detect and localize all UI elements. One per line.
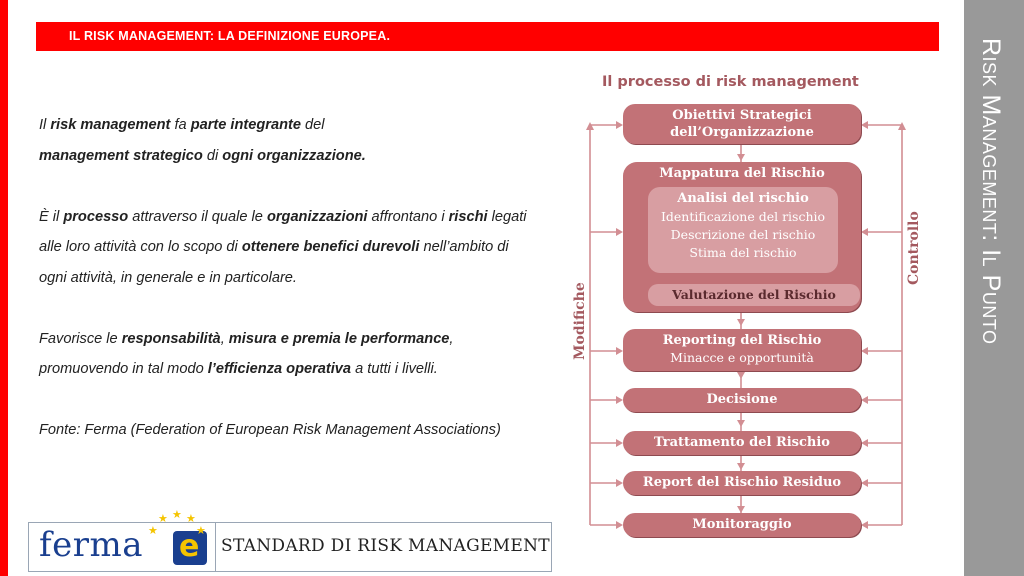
box-reporting: Reporting del Rischio Minacce e opportunità (623, 329, 861, 371)
box-analisi: Analisi del rischio Identificazione del rischio Descrizione del rischio Stima del rischio (648, 187, 838, 273)
star-icon: ★ (172, 509, 182, 521)
left-accent-strip (0, 0, 8, 576)
ferma-logo-banner (28, 522, 552, 572)
mappatura-label: Mappatura del Rischio (659, 166, 825, 181)
box-obiettivi: Obiettivi Strategici dell’Organizzazione (623, 104, 861, 144)
box-decisione: Decisione (623, 388, 861, 412)
label-modifiche: Modifiche (572, 282, 588, 360)
label-controllo: Controllo (906, 211, 922, 285)
paragraph-3: Favorisce le responsabilità, misura e premia le performance, promuovendo in tal modo l’efficienza operativa a tutti i livelli. (39, 330, 454, 377)
box-report-residuo: Report del Rischio Residuo (623, 471, 861, 495)
ferma-wordmark: ferma (39, 525, 143, 565)
logo-tagline: STANDARD DI RISK MANAGEMENT (221, 536, 550, 556)
paragraph-2: È il processo attraverso il quale le organizzazioni affrontano i rischi legati alle loro attività con lo scopo di ottenere benefici durevoli nell’ambito di ogni attività, in generale e in particolare. (39, 208, 527, 286)
star-icon: ★ (148, 525, 158, 537)
box-monitoraggio: Monitoraggio (623, 513, 861, 537)
paragraph-1: Il risk management fa parte integrante del management strategico di ogni organizzazione. (39, 117, 366, 164)
diagram-title: Il processo di risk management (602, 74, 859, 90)
source-note: Fonte: Ferma (Federation of European Risk Management Associations) (39, 422, 501, 438)
header-title: IL RISK MANAGEMENT: LA DEFINIZIONE EUROPEA. (69, 29, 391, 43)
star-icon: ★ (158, 513, 168, 525)
ferma-e-icon: e (179, 529, 200, 564)
ferma-logo (29, 523, 216, 571)
slide-header (36, 22, 939, 51)
side-title: Risk Management: Il Punto (977, 38, 1005, 345)
box-trattamento: Trattamento del Rischio (623, 431, 861, 455)
box-valutazione: Valutazione del Rischio (648, 284, 860, 306)
star-icon: ★ (186, 513, 196, 525)
body-text (39, 110, 539, 446)
star-icon: ★ (196, 525, 206, 537)
risk-process-diagram (550, 70, 922, 545)
